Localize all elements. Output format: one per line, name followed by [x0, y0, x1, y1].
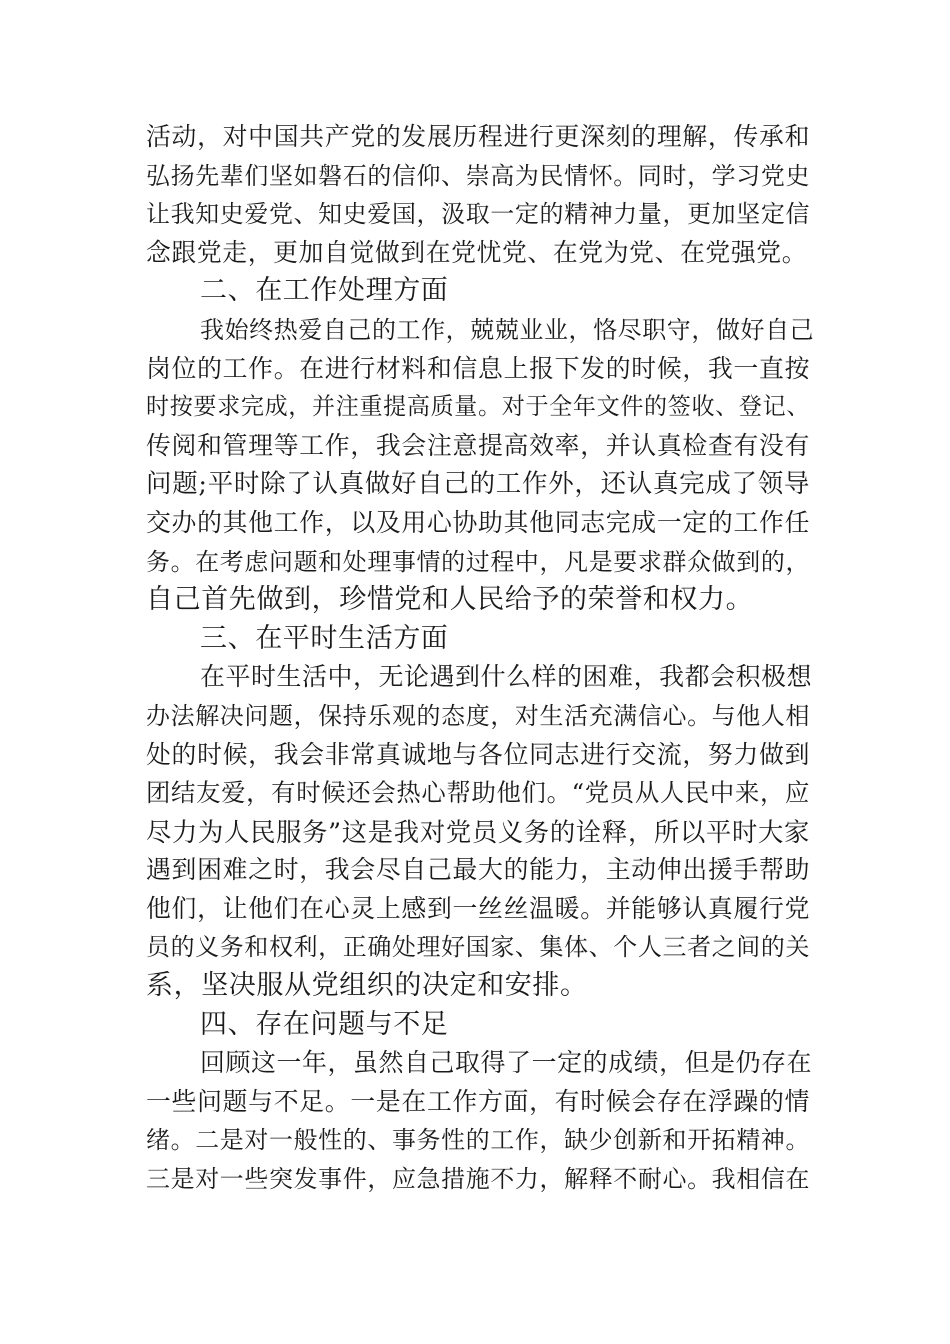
section-heading: 三、在平时生活方面	[200, 622, 449, 654]
text-line: 遇到困难之时，我会尽自己最大的能力，主动伸出援手帮助	[146, 855, 810, 885]
text-line: 办法解决问题，保持乐观的态度，对生活充满信心。与他人相	[146, 701, 810, 730]
text-line: 让我知史爱党、知史爱国，汲取一定的精神力量，更加坚定信	[146, 200, 810, 229]
paragraph-first-line: 回顾这一年，虽然自己取得了一定的成绩，但是仍存在	[200, 1048, 813, 1078]
text-line: 一些问题与不足。一是在工作方面，有时候会存在浮躁的情	[146, 1086, 810, 1116]
text-line: 尽力为人民服务”这是我对党员义务的诠释，所以平时大家	[146, 816, 810, 847]
text-line: 交办的其他工作，以及用心协助其他同志完成一定的工作任	[146, 507, 810, 537]
text-line: 时按要求完成，并注重提高质量。对于全年文件的签收、登记、	[146, 394, 810, 421]
text-line: 传阅和管理等工作，我会注意提高效率，并认真检查有没有	[146, 430, 810, 460]
section-heading: 四、存在问题与不足	[200, 1008, 449, 1040]
text-line: 念跟党走，更加自觉做到在党忧党、在党为党、在党强党。	[146, 237, 808, 267]
text-line: 处的时候，我会非常真诚地与各位同志进行交流，努力做到	[146, 739, 810, 769]
section-heading: 二、在工作处理方面	[200, 275, 449, 307]
text-line: 务。在考虑问题和处理事情的过程中，凡是要求群众做到的，	[146, 547, 810, 576]
text-line: 员的义务和权利，正确处理好国家、集体、个人三者之间的关	[146, 933, 810, 962]
text-line: 绪。二是对一般性的、事务性的工作，缺少创新和开拓精神。	[146, 1126, 810, 1155]
paragraph-first-line: 我始终热爱自己的工作，兢兢业业，恪尽职守，做好自己	[200, 315, 815, 344]
document-body-text	[146, 118, 815, 1199]
text-line: 团结友爱，有时候还会热心帮助他们。“党员从人民中来，应	[146, 778, 810, 808]
text-line: 问题;平时除了认真做好自己的工作外，还认真完成了领导	[146, 469, 810, 500]
text-line: 岗位的工作。在进行材料和信息上报下发的时候，我一直按	[146, 353, 810, 383]
text-line: 他们，让他们在心灵上感到一丝丝温暖。并能够认真履行党	[146, 893, 810, 923]
text-line: 弘扬先辈们坚如磐石的信仰、崇高为民情怀。同时，学习党史	[146, 161, 810, 190]
text-line: 活动，对中国共产党的发展历程进行更深刻的理解，传承和	[146, 122, 810, 151]
text-line: 系，坚决服从党组织的决定和安排。	[146, 970, 588, 1002]
text-line: 自己首先做到，珍惜党和人民给予的荣誉和权力。	[146, 584, 754, 616]
paragraph-first-line: 在平时生活中，无论遇到什么样的困难，我都会积极想	[200, 662, 813, 692]
text-line: 三是对一些突发事件，应急措施不力，解释不耐心。我相信在	[146, 1165, 810, 1194]
